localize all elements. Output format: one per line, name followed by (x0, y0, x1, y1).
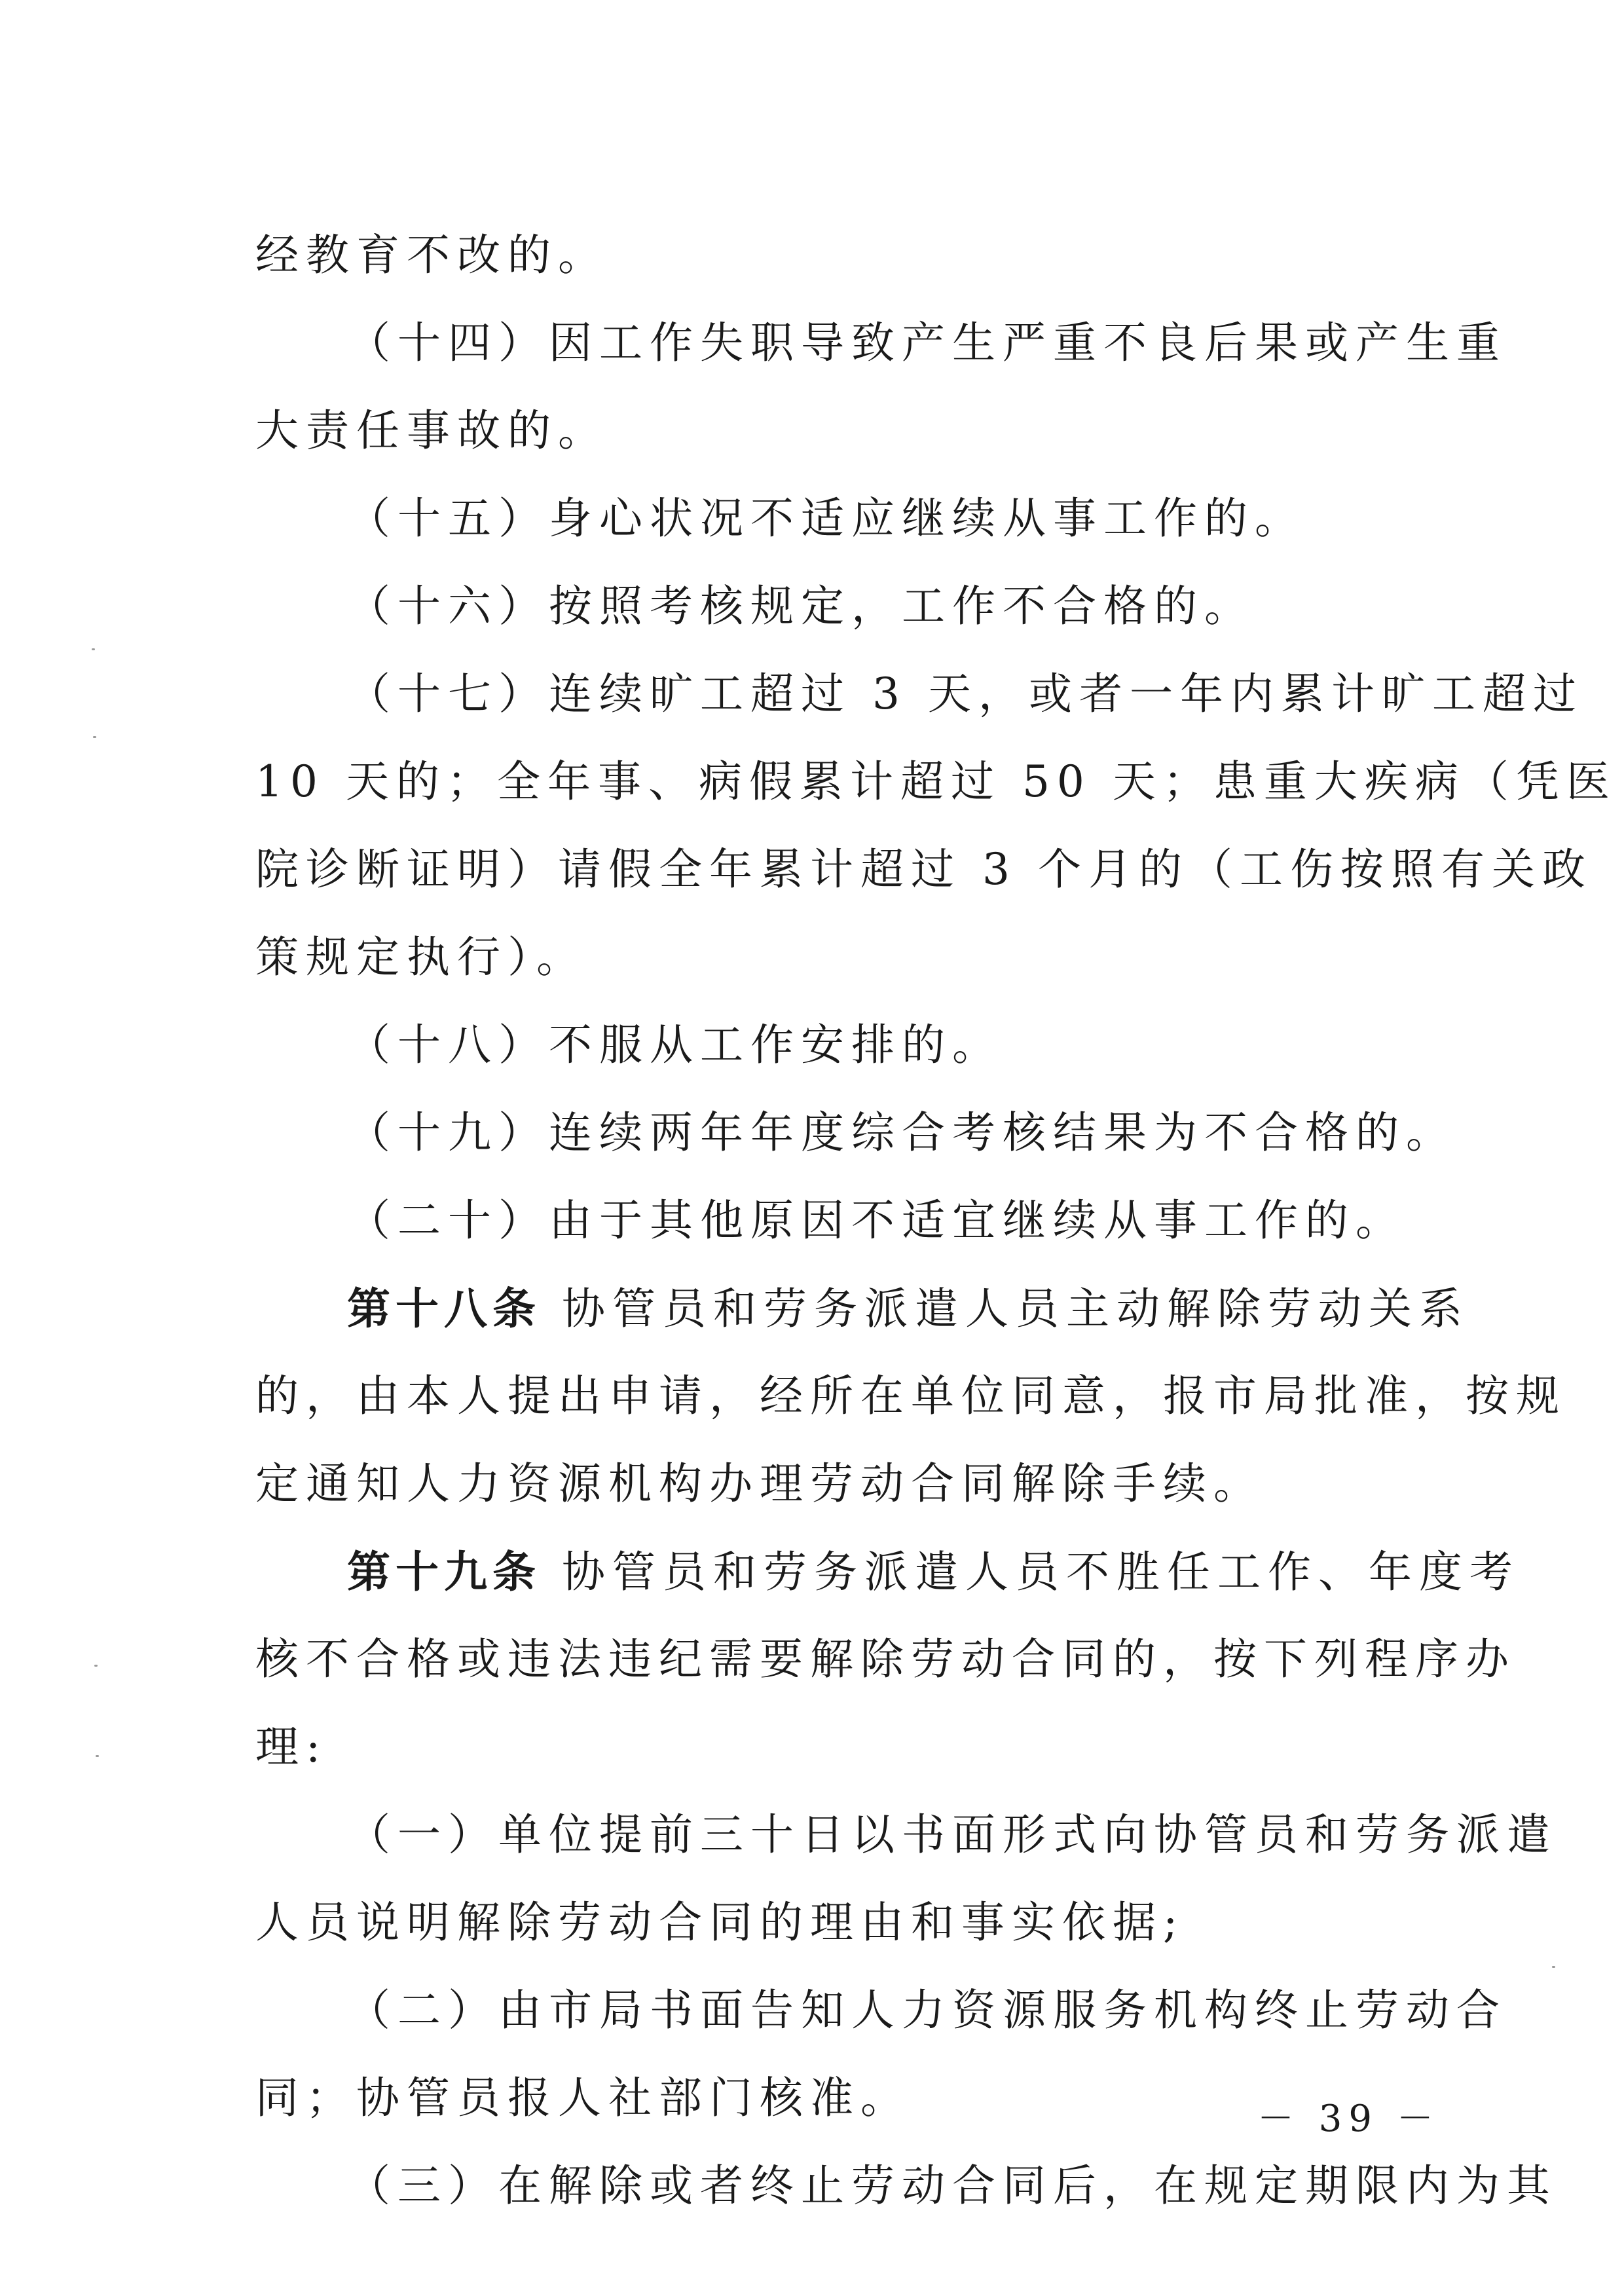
text-line: （三）在解除或者终止劳动合同后，在规定期限内为其 (347, 2160, 1557, 2211)
text-line: 定通知人力资源机构办理劳动合同解除手续。 (255, 1458, 1264, 1509)
article-18-heading: 第十八条 (347, 1283, 541, 1334)
text-line: （十九）连续两年年度综合考核结果为不合格的。 (347, 1107, 1456, 1158)
text-line: （十七）连续旷工超过 3 天，或者一年内累计旷工超过 (347, 669, 1583, 719)
text-line: （二十）由于其他原因不适宜继续从事工作的。 (347, 1195, 1406, 1246)
text-line: 大责任事故的。 (255, 405, 608, 456)
scan-speck (1552, 1966, 1555, 1968)
text-line: （十八）不服从工作安排的。 (347, 1020, 1003, 1070)
article-18-first-line (347, 1269, 1469, 1348)
scan-speck (96, 1755, 99, 1757)
scan-speck (93, 736, 96, 738)
text-line: 人员说明解除劳动合同的理由和事实依据; (255, 1897, 1185, 1948)
text-line: 同；协管员报人社部门核准。 (255, 2073, 911, 2123)
text-line: 院诊断证明）请假全年累计超过 3 个月的（工伤按照有关政 (255, 844, 1593, 895)
text-line: 理: (255, 1722, 328, 1772)
page-number: － 39 － (1257, 2098, 1440, 2140)
text-line: （十六）按照考核规定，工作不合格的。 (347, 581, 1255, 631)
text-line: 核不合格或违法违纪需要解除劳动合同的，按下列程序办 (255, 1634, 1516, 1684)
scan-speck (94, 1665, 98, 1667)
article-19-first-line (347, 1532, 1520, 1611)
text-line: （二）由市局书面告知人力资源服务机构终止劳动合 (347, 1985, 1507, 2035)
text-line: （一）单位提前三十日以书面形式向协管员和劳务派遣 (347, 1809, 1557, 1860)
article-19-heading: 第十九条 (347, 1546, 541, 1597)
scan-speck (92, 648, 95, 650)
text-line: 经教育不改的。 (255, 230, 608, 280)
text-line: 10 天的；全年事、病假累计超过 50 天；患重大疾病（凭医 (255, 756, 1617, 807)
article-18-text: 协管员和劳务派遣人员主动解除劳动关系 (561, 1284, 1469, 1334)
text-line: 的，由本人提出申请，经所在单位同意，报市局批准，按规 (255, 1371, 1566, 1421)
article-19-text: 协管员和劳务派遣人员不胜任工作、年度考 (561, 1547, 1520, 1597)
text-line: （十四）因工作失职导致产生严重不良后果或产生重 (347, 318, 1507, 368)
text-line: （十五）身心状况不适应继续从事工作的。 (347, 493, 1305, 544)
text-line: 策规定执行）。 (255, 932, 587, 982)
